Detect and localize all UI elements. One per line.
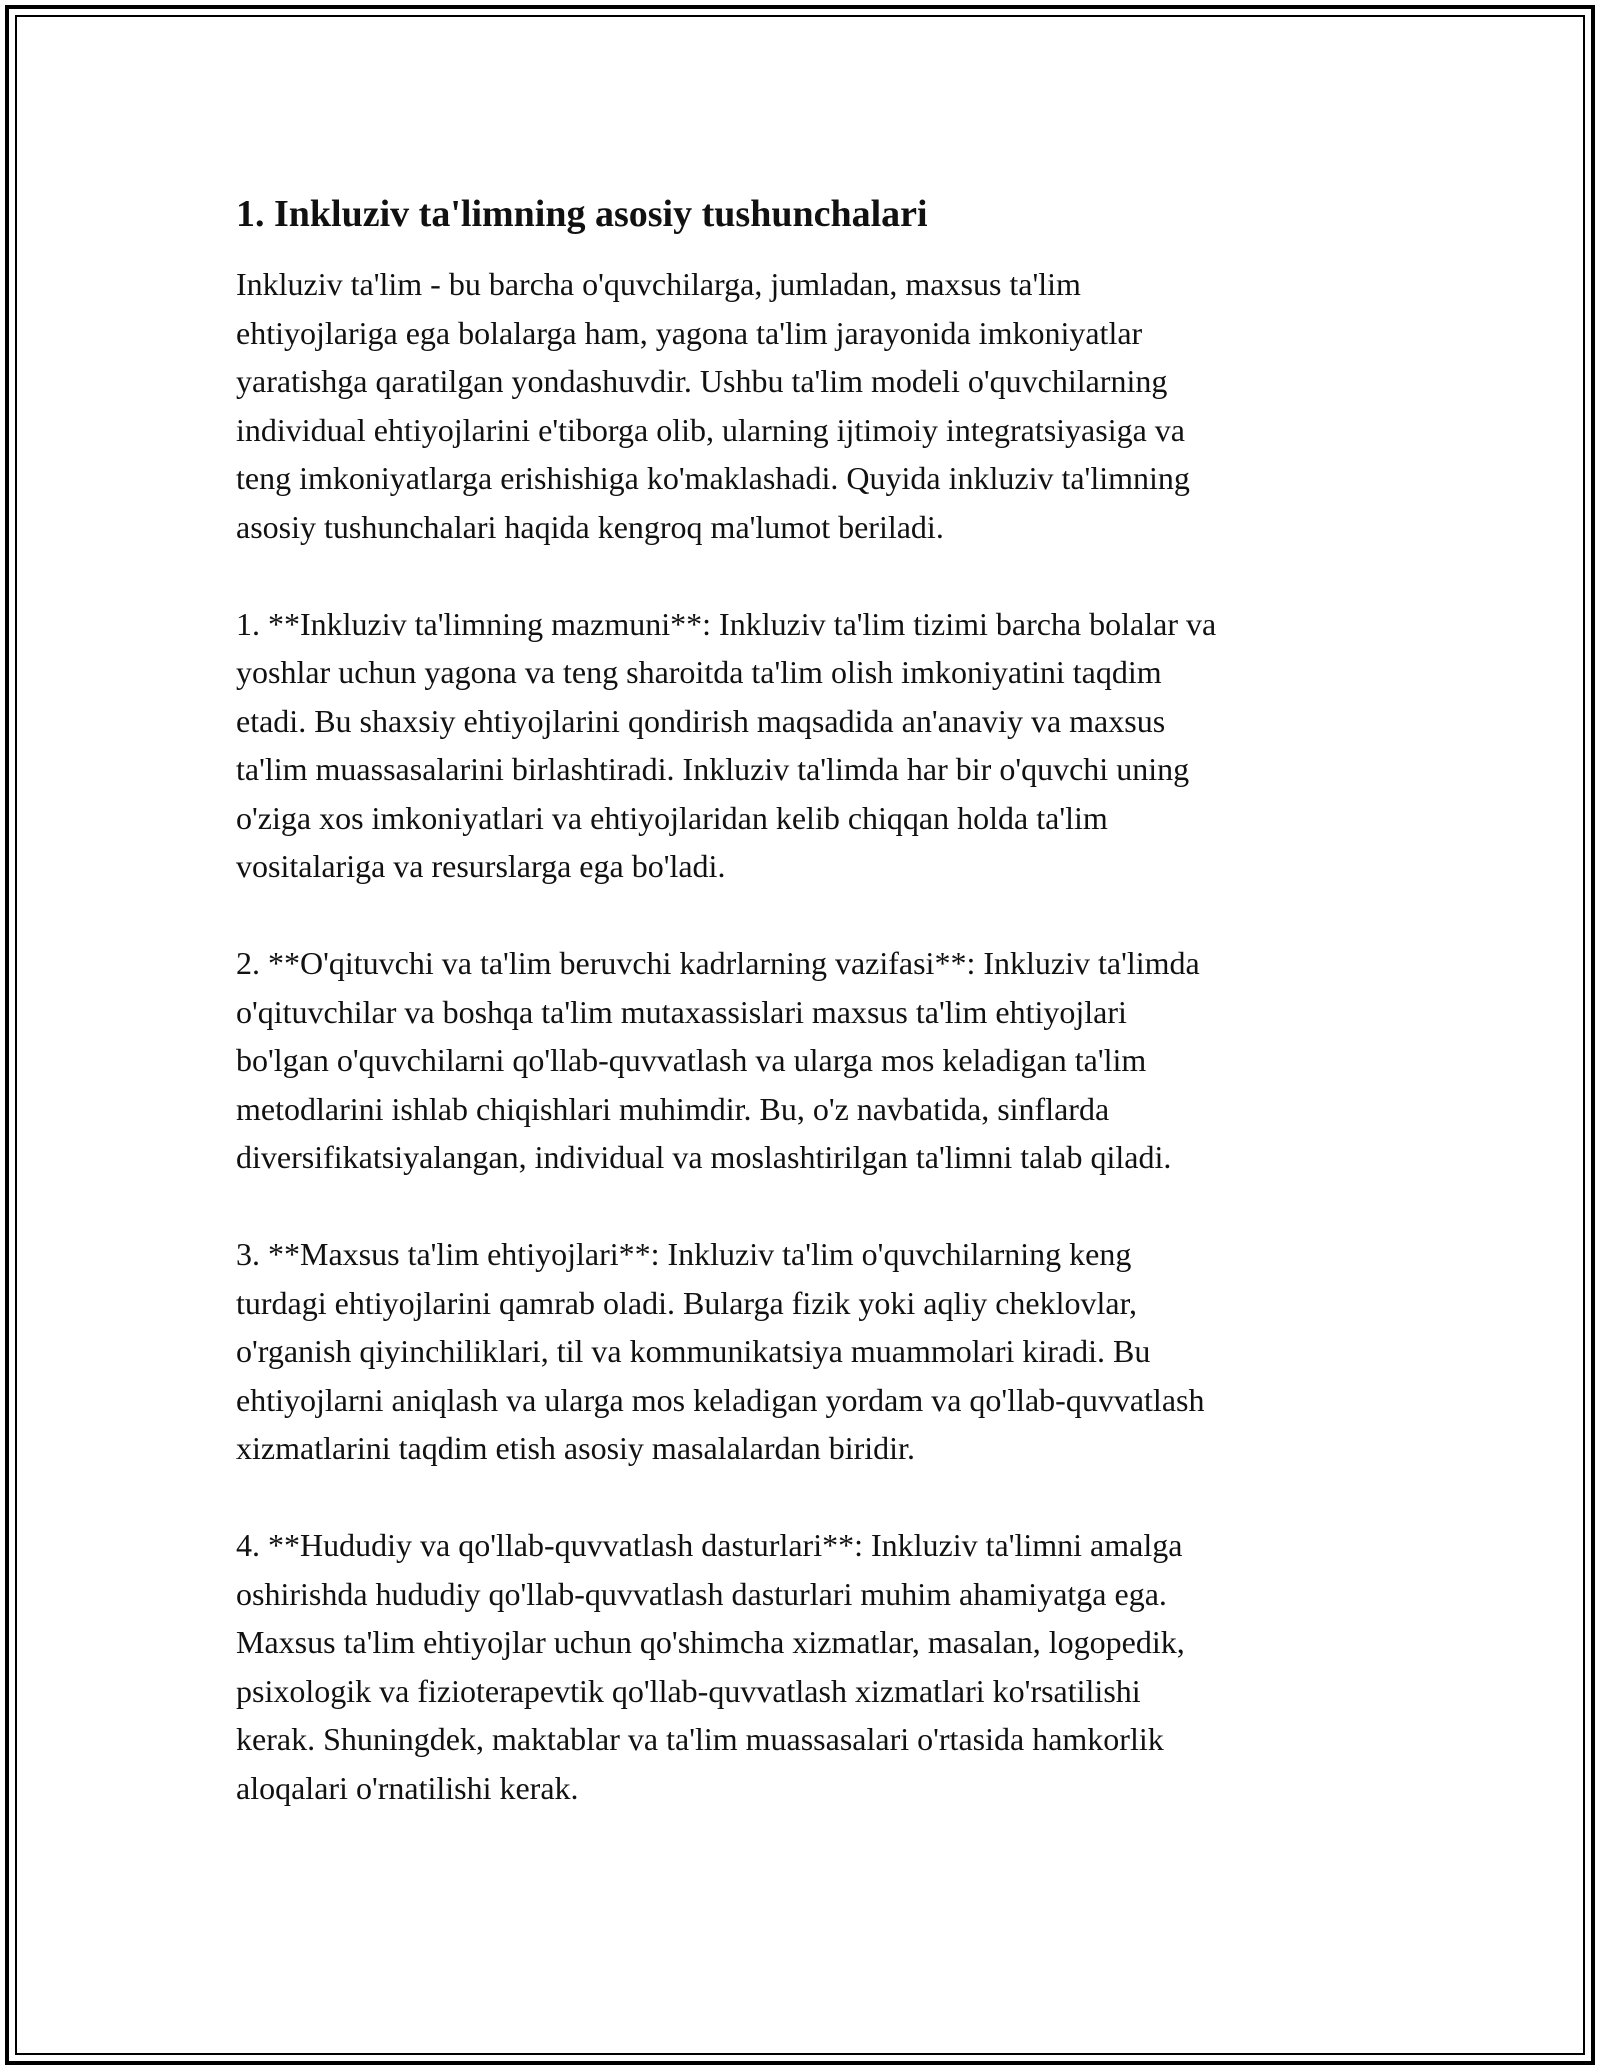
section-3-paragraph: 3. **Maxsus ta'lim ehtiyojlari**: Inkluziv ta'lim o'quvchilarning keng turdagi ehtiyojlarini qamrab oladi. Bularga fizik yoki aqliy cheklovlar, o'rganish qiyinchiliklari, til va kommunikatsiya muammolari kiradi. Bu ehtiyojlarni aniqlash va ularga mos keladigan yordam va qo'llab-quvvatlash xizmatlarini taqdim etish asosiy masalalardan biridir. [236, 1236, 1205, 1466]
intro-paragraph: Inkluziv ta'lim - bu barcha o'quvchilarga, jumladan, maxsus ta'lim ehtiyojlariga ega bolalarga ham, yagona ta'lim jarayonida imkoniyatlar yaratishga qaratilgan yondashuvdir. Ushbu ta'lim modeli o'quvchilarning individual ehtiyojlarini e'tiborga olib, ularning ijtimoiy integratsiyasiga va teng imkoniyatlarga erishishiga ko'maklashadi. Quyida inkluziv ta'limning asosiy tushunchalari haqida kengroq ma'lumot beriladi. [236, 266, 1190, 545]
section-2-paragraph: 2. **O'qituvchi va ta'lim beruvchi kadrlarning vazifasi**: Inkluziv ta'limda o'qituvchilar va boshqa ta'lim mutaxassislari maxsus ta'lim ehtiyojlari bo'lgan o'quvchilarni qo'llab-quvvatlash va ularga mos keladigan ta'lim metodlarini ishlab chiqishlari muhimdir. Bu, o'z navbatida, sinflarda diversifikatsiyalangan, individual va moslashtirilgan ta'limni talab qiladi. [236, 945, 1200, 1175]
page-title: 1. Inkluziv ta'limning asosiy tushunchalari [236, 193, 928, 235]
section-4-paragraph: 4. **Hududiy va qo'llab-quvvatlash dasturlari**: Inkluziv ta'limni amalga oshirishda hududiy qo'llab-quvvatlash dasturlari muhim ahamiyatga ega. Maxsus ta'lim ehtiyojlar uchun qo'shimcha xizmatlar, masalan, logopedik, psixologik va fizioterapevtik qo'llab-quvvatlash xizmatlari ko'rsatilishi kerak. Shuningdek, maktablar va ta'lim muassasalari o'rtasida hamkorlik aloqalari o'rnatilishi kerak. [236, 1527, 1185, 1806]
section-1-paragraph: 1. **Inkluziv ta'limning mazmuni**: Inkluziv ta'lim tizimi barcha bolalar va yoshlar uchun yagona va teng sharoitda ta'lim olish imkoniyatini taqdim etadi. Bu shaxsiy ehtiyojlarini qondirish maqsadida an'anaviy va maxsus ta'lim muassasalarini birlashtiradi. Inkluziv ta'limda har bir o'quvchi uning o'ziga xos imkoniyatlari va ehtiyojlaridan kelib chiqqan holda ta'lim vositalariga va resurslarga ega bo'ladi. [236, 605, 1217, 884]
document-body [236, 190, 1376, 1861]
